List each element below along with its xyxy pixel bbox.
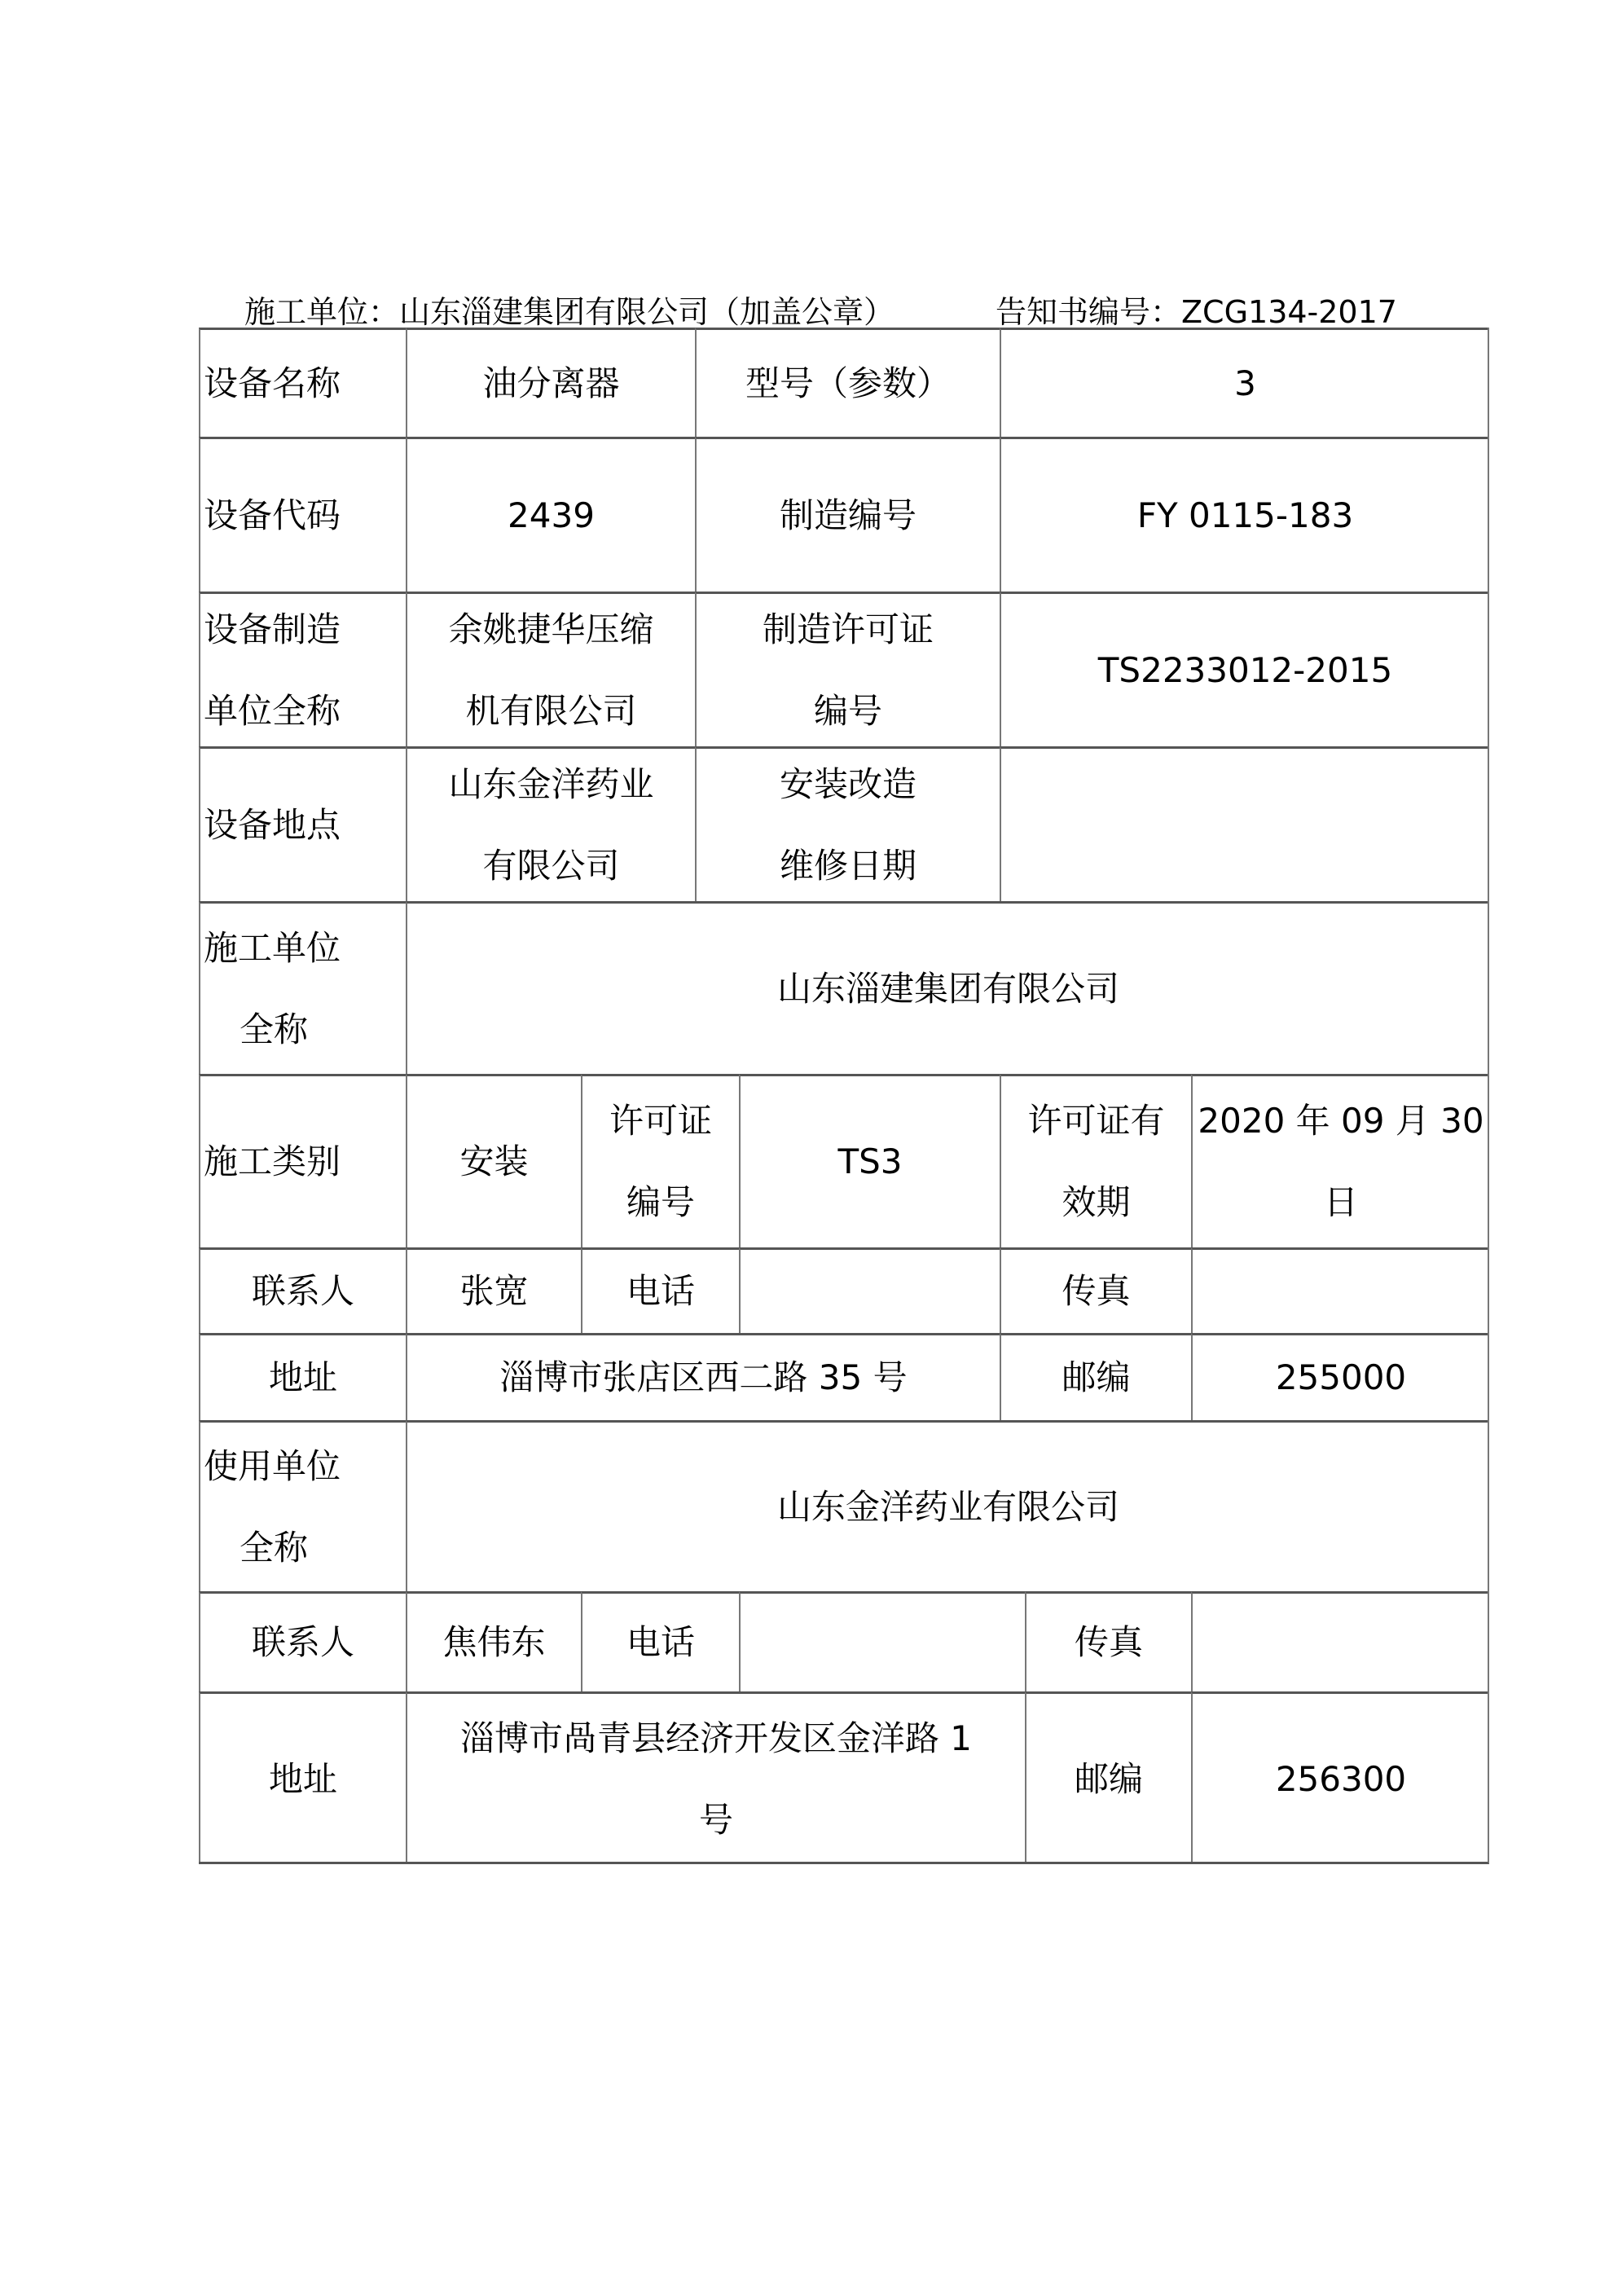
construction-postcode-label-cell — [1000, 1333, 1191, 1420]
construction-unit-label-cell — [199, 901, 406, 1074]
user-address-value-line2: 号 — [698, 1799, 733, 1840]
construction-phone-value-cell — [739, 1247, 1000, 1333]
license-number-label-cell — [581, 1074, 739, 1247]
user-unit-label-cell — [199, 1420, 406, 1591]
device-location-value-line1: 山东金洋药业 — [448, 763, 654, 804]
user-address-label-cell — [199, 1691, 406, 1864]
user-address-value-line1: 淄博市咼青县经济开发区金洋路 1 — [459, 1718, 973, 1758]
construction-unit-value-cell — [406, 901, 1489, 1074]
construction-phone-label-cell — [581, 1247, 739, 1333]
manufacturer-value-cell — [406, 592, 695, 746]
model-label: 型号（参数） — [745, 363, 951, 403]
serial-number-label-cell — [695, 437, 1000, 592]
construction-unit-header: 施工单位：山东淄建集团有限公司（加盖公章） — [244, 294, 895, 330]
user-contact-label-cell — [199, 1591, 406, 1691]
license-validity-value-line1: 2020 年 09 月 30 — [1198, 1101, 1484, 1141]
construction-fax-value-cell — [1191, 1247, 1489, 1333]
user-unit-label-line1: 使用单位 — [204, 1445, 341, 1486]
user-fax-value-cell — [1191, 1591, 1489, 1691]
construction-type-value-cell — [406, 1074, 581, 1247]
device-location-label-cell — [199, 746, 406, 901]
model-value: 3 — [1234, 363, 1256, 403]
construction-type-label-cell — [199, 1074, 406, 1247]
user-contact-value-cell — [406, 1591, 581, 1691]
construction-address-value-cell — [406, 1333, 1000, 1420]
construction-fax-label-cell — [1000, 1247, 1191, 1333]
manufacturer-label-cell — [199, 592, 406, 746]
construction-postcode-label: 邮编 — [1062, 1357, 1131, 1397]
license-validity-value-cell — [1191, 1074, 1489, 1247]
model-value-cell — [1000, 328, 1489, 437]
construction-contact-value: 张宽 — [459, 1271, 529, 1311]
user-contact-label: 联系人 — [251, 1622, 354, 1662]
device-name-label: 设备名称 — [204, 363, 341, 403]
construction-postcode-value: 255000 — [1275, 1357, 1407, 1397]
manufacturer-value-line2: 机有限公司 — [465, 690, 637, 731]
license-number-value-cell — [739, 1074, 1000, 1247]
manufacturing-license-label-line1: 制造许可证 — [762, 609, 934, 649]
construction-contact-label-cell — [199, 1247, 406, 1333]
serial-number-value: FY 0115-183 — [1136, 495, 1354, 535]
model-label-cell — [695, 328, 1000, 437]
manufacturer-label-line2: 单位全称 — [204, 690, 341, 731]
license-validity-label-line1: 许可证有 — [1027, 1101, 1165, 1141]
manufacturing-license-value-cell — [1000, 592, 1489, 746]
device-code-value-cell — [406, 437, 695, 592]
device-location-label: 设备地点 — [204, 804, 341, 845]
user-postcode-value-cell — [1191, 1691, 1489, 1864]
manufacturing-license-label-line2: 编号 — [813, 690, 882, 731]
license-number-label-line1: 许可证 — [609, 1101, 712, 1141]
install-date-label-cell — [695, 746, 1000, 901]
user-postcode-label: 邮编 — [1074, 1758, 1143, 1799]
device-location-value-line2: 有限公司 — [482, 845, 620, 886]
manufacturing-license-value: TS2233012-2015 — [1097, 649, 1393, 690]
device-name-value-cell — [406, 328, 695, 437]
manufacturer-value-line1: 余姚捷华压缩 — [448, 609, 654, 649]
license-validity-label-cell — [1000, 1074, 1191, 1247]
user-unit-label-line2: 全称 — [240, 1527, 309, 1568]
user-fax-label-cell — [1025, 1591, 1191, 1691]
license-validity-label-line2: 效期 — [1062, 1182, 1131, 1222]
manufacturer-label-line1: 设备制造 — [204, 609, 341, 649]
user-postcode-value: 256300 — [1275, 1758, 1407, 1799]
construction-address-value: 淄博市张店区西二路 35 号 — [499, 1357, 908, 1397]
install-date-value-cell — [1000, 746, 1489, 901]
construction-contact-label: 联系人 — [251, 1271, 354, 1311]
construction-phone-label: 电话 — [626, 1271, 695, 1311]
device-name-value: 油分离器 — [482, 363, 620, 403]
user-unit-value: 山东金洋药业有限公司 — [776, 1486, 1119, 1527]
user-fax-label: 传真 — [1074, 1622, 1143, 1662]
user-address-value-cell — [406, 1691, 1025, 1864]
device-location-value-cell — [406, 746, 695, 901]
install-date-label-line1: 安装改造 — [779, 763, 916, 804]
construction-unit-value: 山东淄建集团有限公司 — [776, 968, 1119, 1009]
construction-contact-value-cell — [406, 1247, 581, 1333]
construction-unit-label-line2: 全称 — [240, 1009, 309, 1049]
device-code-label: 设备代码 — [204, 495, 341, 535]
construction-postcode-value-cell — [1191, 1333, 1489, 1420]
device-name-label-cell — [199, 328, 406, 437]
user-postcode-label-cell — [1025, 1691, 1191, 1864]
license-number-label-line2: 编号 — [626, 1182, 695, 1222]
user-phone-value-cell — [739, 1591, 1025, 1691]
manufacturing-license-label-cell — [695, 592, 1000, 746]
serial-number-value-cell — [1000, 437, 1489, 592]
device-code-label-cell — [199, 437, 406, 592]
construction-type-label: 施工类别 — [204, 1141, 341, 1181]
user-phone-label-cell — [581, 1591, 739, 1691]
user-phone-label: 电话 — [626, 1622, 695, 1662]
license-number-value: TS3 — [837, 1141, 903, 1181]
construction-type-value: 安装 — [459, 1141, 529, 1181]
license-validity-value-line2: 日 — [1323, 1182, 1358, 1222]
user-contact-value: 焦伟东 — [442, 1622, 546, 1662]
construction-fax-label: 传真 — [1062, 1271, 1131, 1311]
construction-address-label: 地址 — [268, 1357, 337, 1397]
construction-unit-label-line1: 施工单位 — [204, 927, 341, 968]
user-unit-value-cell — [406, 1420, 1489, 1591]
construction-address-label-cell — [199, 1333, 406, 1420]
user-address-label: 地址 — [268, 1758, 337, 1799]
serial-number-label: 制造编号 — [779, 495, 916, 535]
notice-number-header: 告知书编号：ZCG134-2017 — [996, 294, 1397, 330]
device-code-value: 2439 — [508, 495, 595, 535]
install-date-label-line2: 维修日期 — [779, 845, 916, 886]
